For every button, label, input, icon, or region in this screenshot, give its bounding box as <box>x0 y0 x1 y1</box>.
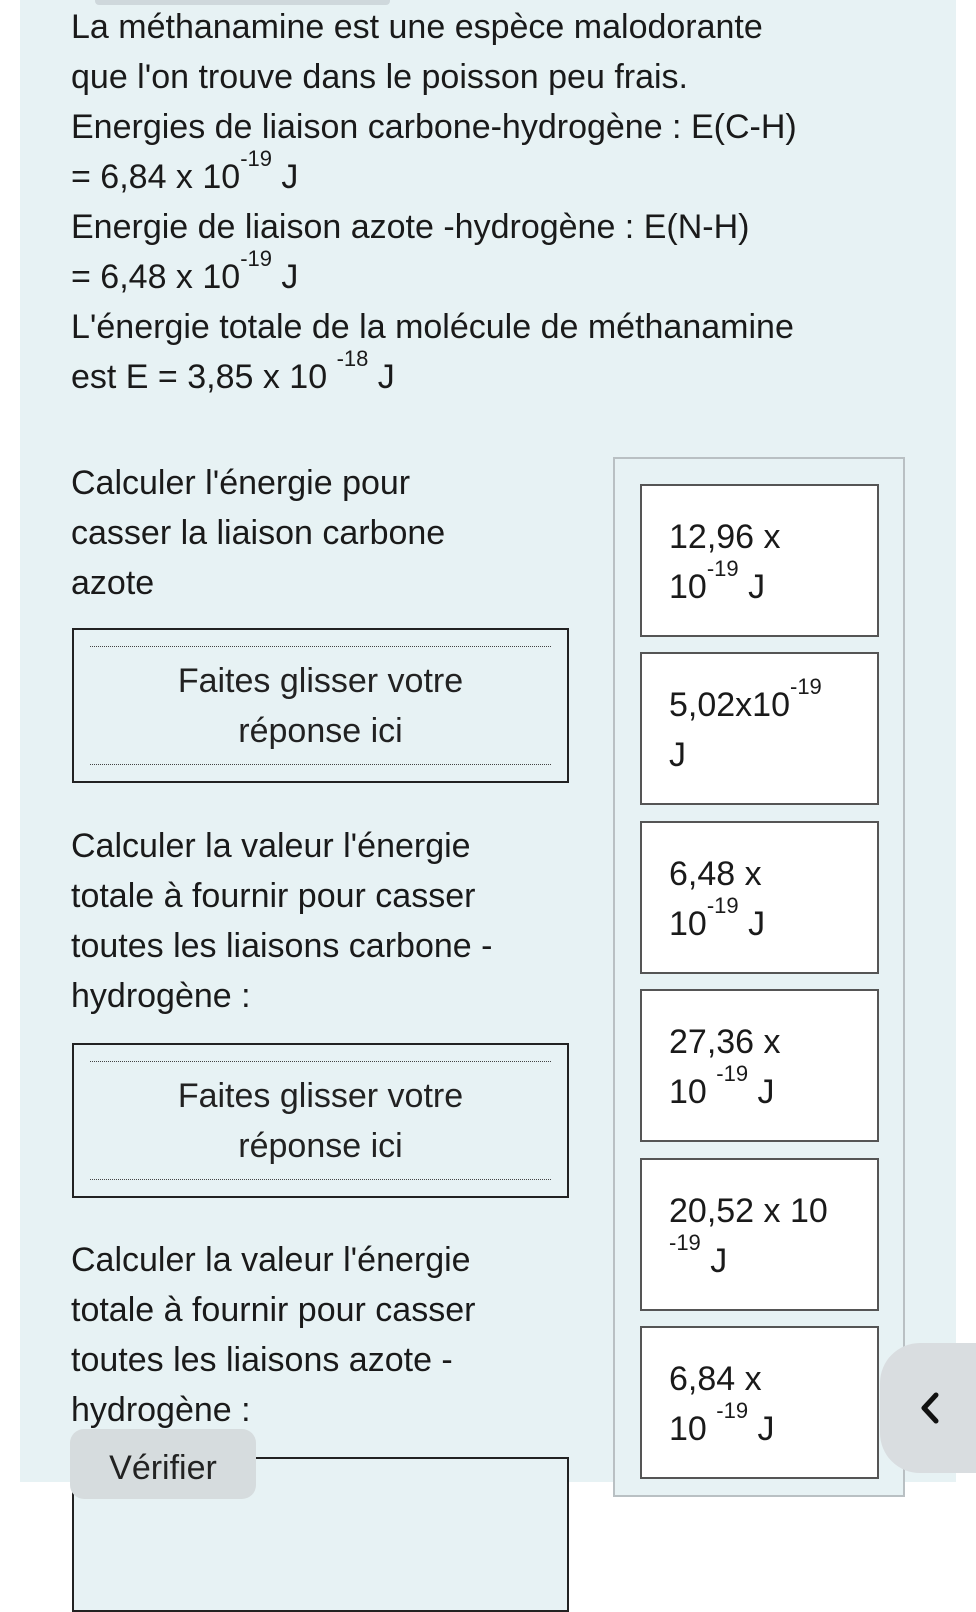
drop-zone-1[interactable]: Faites glisser votre réponse ici <box>72 628 569 783</box>
answer-tile-2[interactable]: $5,02x10^{-19}$ J <box>640 652 879 805</box>
drop-zone-2[interactable]: Faites glisser votre réponse ici <box>72 1043 569 1198</box>
verify-button[interactable]: Vérifier <box>70 1429 256 1499</box>
ch-energy-value: = 6,84 x $10^{-19}$ J <box>71 146 299 196</box>
answer-tile-3[interactable]: 6,48 x $10^{-19}$ J <box>640 821 879 974</box>
ch-energy-label: Energies de liaison carbone-hydrogène : E(C-H) <box>71 108 797 146</box>
intro-line-1: La méthanamine est une espèce malodorante <box>71 8 763 46</box>
answer-tile-4[interactable]: 27,36 x 10 $^{-19}$ J <box>640 989 879 1142</box>
chevron-left-icon <box>918 1391 942 1425</box>
question-2: Calculer la valeur l'énergie totale à fournir pour casser toutes les liaisons carbone - hydrogène : <box>71 827 493 1015</box>
answer-tile-6[interactable]: 6,84 x 10 $^{-19}$ J <box>640 1326 879 1479</box>
answer-tile-5[interactable]: 20,52 x 10 $^{-19}$ J <box>640 1158 879 1311</box>
question-1: Calculer l'énergie pour casser la liaison carbone azote <box>71 464 446 602</box>
intro-line-2: que l'on trouve dans le poisson peu frais. <box>71 58 688 96</box>
total-energy-label: L'énergie totale de la molécule de méthanamine <box>71 308 794 346</box>
total-energy-value: est E = 3,85 x 10 $^{-18}$ J <box>71 346 395 396</box>
nh-energy-value: = 6,48 x $10^{-19}$ J <box>71 246 299 296</box>
question-3: Calculer la valeur l'énergie totale à fournir pour casser toutes les liaisons azote - hydrogène : <box>71 1241 476 1429</box>
back-button[interactable] <box>880 1343 976 1473</box>
nh-energy-label: Energie de liaison azote -hydrogène : E(N-H) <box>71 208 750 246</box>
answer-tile-1[interactable]: 12,96 x $10^{-19}$ J <box>640 484 879 637</box>
